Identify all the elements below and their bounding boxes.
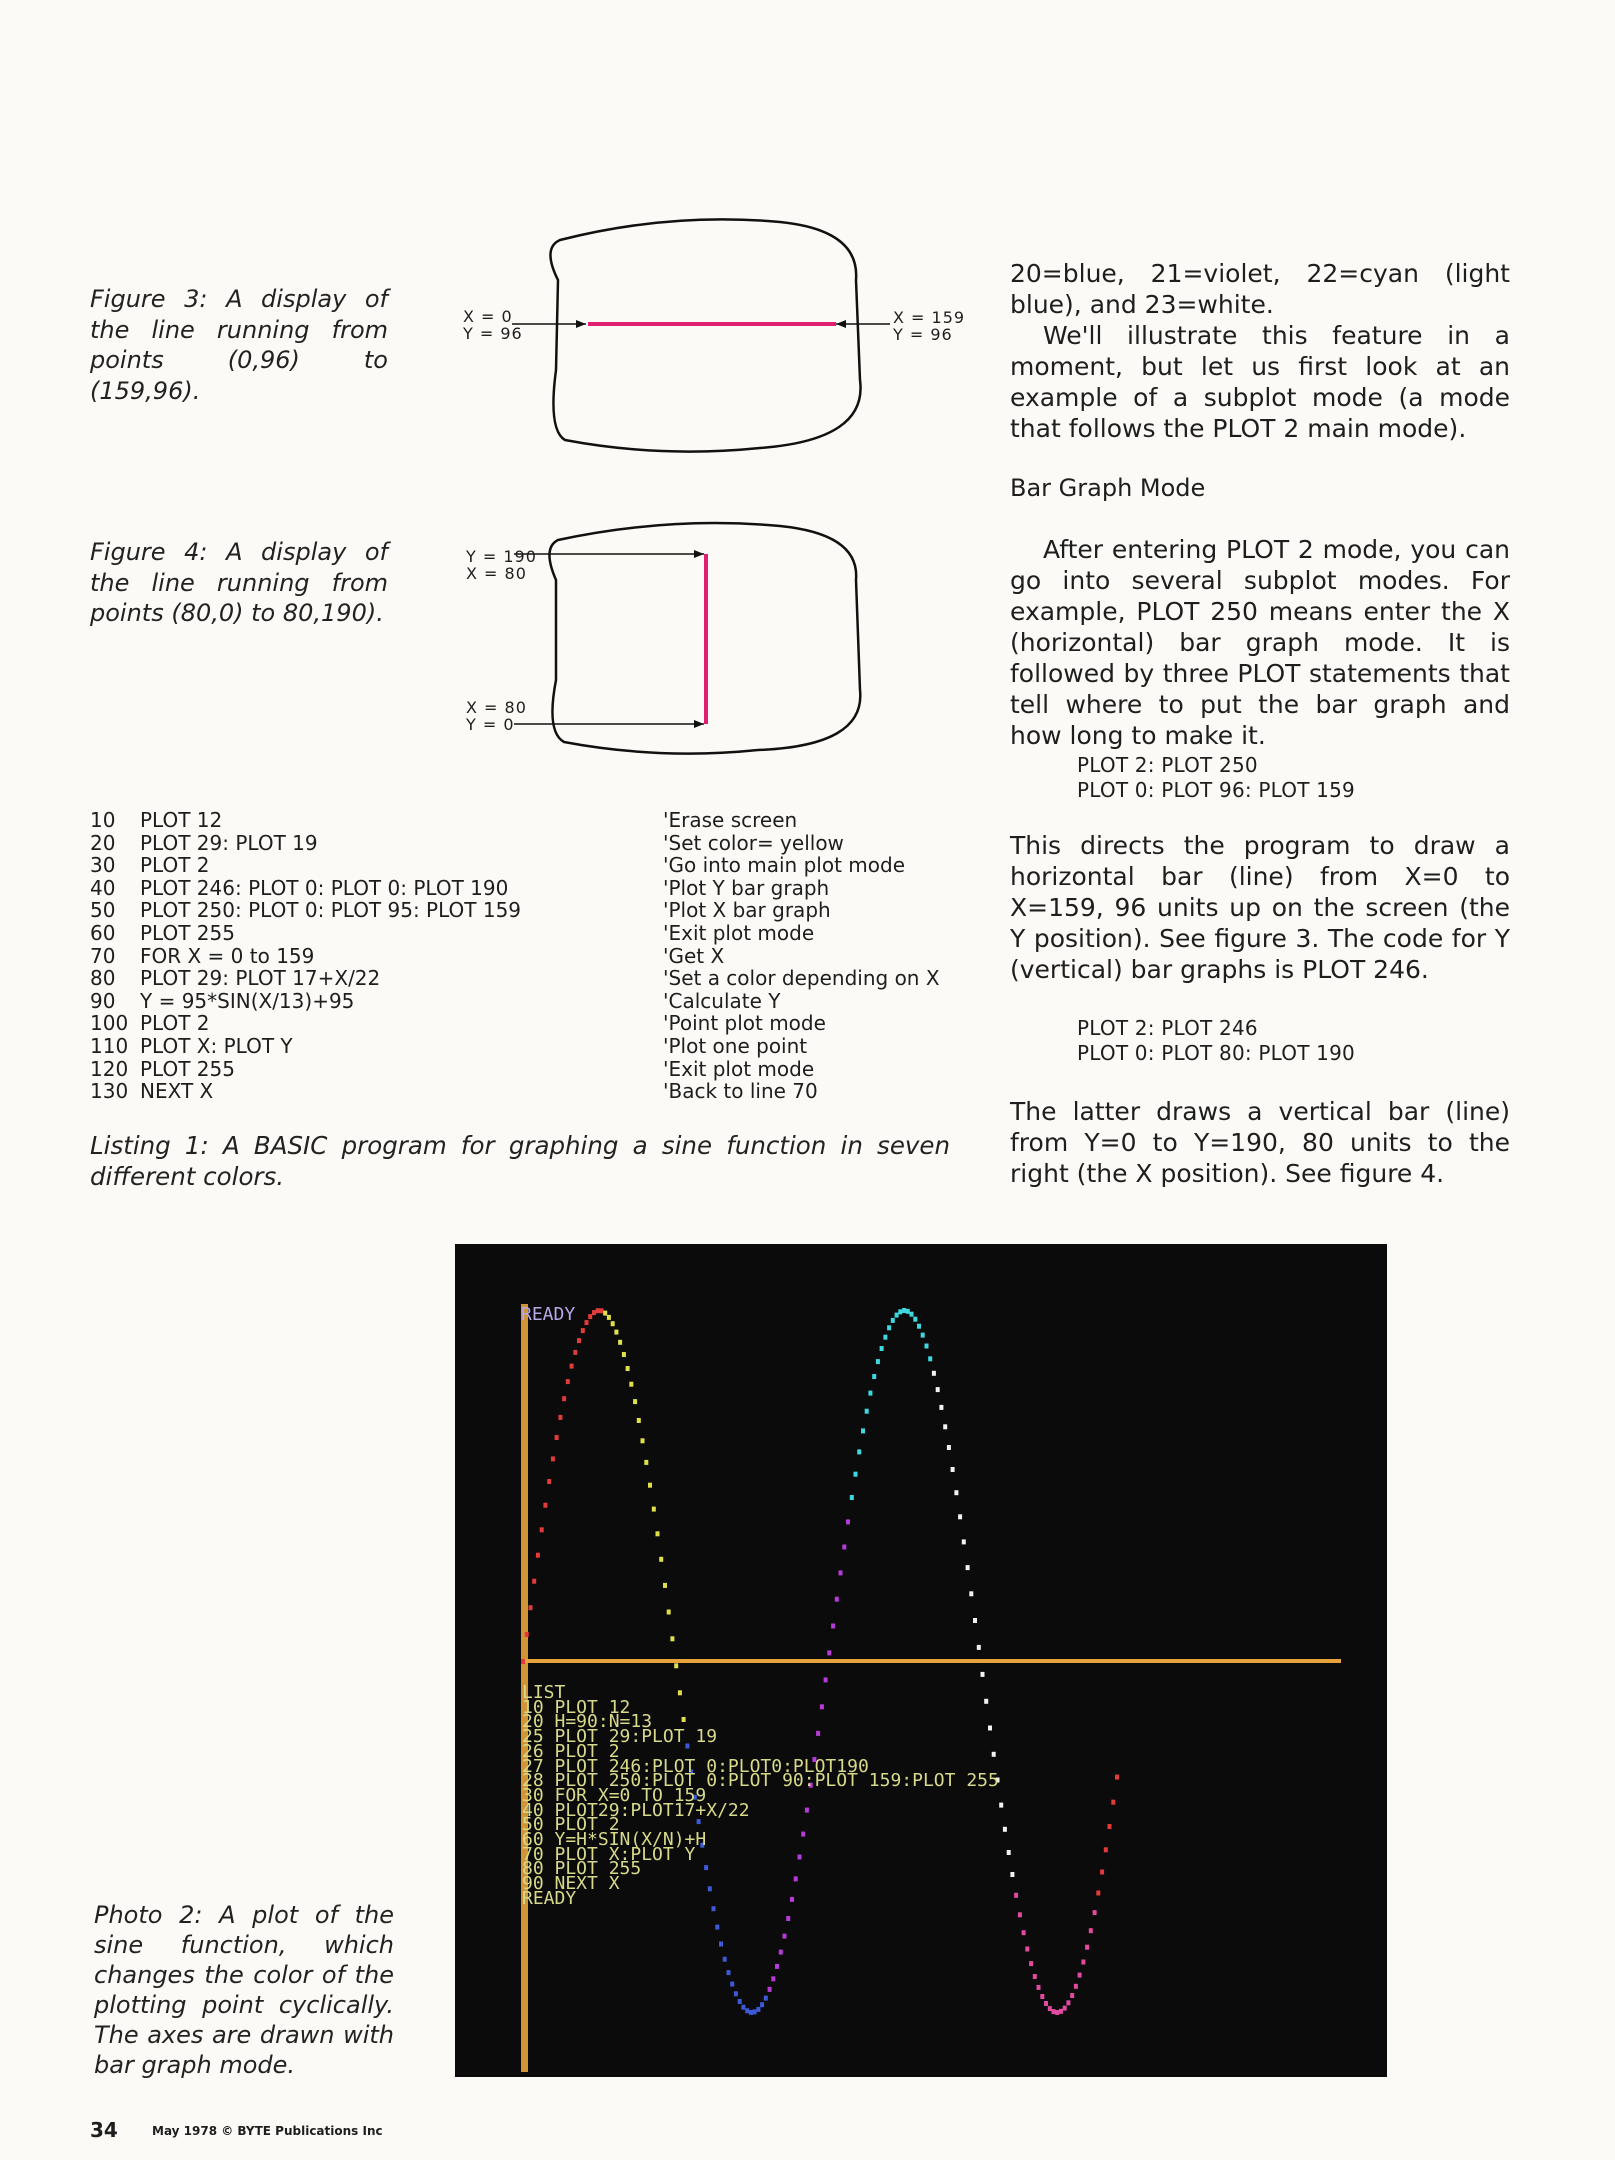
sine-point [786, 1916, 790, 1921]
sine-point [577, 1338, 581, 1343]
sine-point [775, 1964, 779, 1969]
right-column [1010, 258, 1510, 444]
comment: 'Calculate Y [663, 988, 781, 1013]
statement: PLOT 255 [140, 1056, 235, 1081]
comment: 'Go into main plot mode [663, 853, 905, 878]
publication-line: May 1978 © BYTE Publications Inc [152, 2124, 383, 2138]
sine-point [1066, 2000, 1070, 2005]
listing-line [90, 832, 940, 855]
sine-point [727, 1970, 731, 1975]
line-number: 100 [90, 1011, 129, 1036]
figure4-top-label: Y = 190 X = 80 [466, 547, 537, 583]
sine-point [783, 1934, 787, 1939]
sine-point [633, 1399, 637, 1404]
sine-point [730, 1982, 734, 1987]
sine-point [637, 1418, 641, 1423]
statement: PLOT 246: PLOT 0: PLOT 0: PLOT 190 [140, 875, 509, 900]
sine-point [543, 1503, 547, 1508]
sine-point [939, 1405, 943, 1410]
figure3-right-label: X = 159 Y = 96 [893, 308, 966, 344]
line-number: 10 [90, 808, 116, 832]
listing-line [90, 877, 940, 900]
screen-line: 28 PLOT 250:PLOT 0:PLOT 90:PLOT 159:PLOT 255 [522, 1770, 999, 1792]
sine-point [827, 1650, 831, 1655]
figure3-left-label: X = 0 Y = 96 [463, 307, 523, 343]
sine-point [842, 1545, 846, 1550]
sine-point [1115, 1775, 1119, 1780]
comment: 'Exit plot mode [663, 1056, 815, 1081]
listing-line [90, 899, 940, 922]
sine-point [1040, 1994, 1044, 1999]
sine-point [540, 1527, 544, 1532]
sine-point [555, 1435, 559, 1440]
listing-line [90, 922, 940, 945]
sine-point [562, 1396, 566, 1401]
listing-line [90, 854, 940, 877]
comment: 'Set a color depending on X [663, 966, 940, 991]
sine-point [667, 1610, 671, 1615]
figure3-caption: Figure 3: A display of the line running from points (0,96) to (159,96). [90, 285, 388, 405]
sine-point [1100, 1870, 1104, 1875]
comment: 'Set color= yellow [663, 830, 844, 855]
sine-point [768, 1987, 772, 1992]
screen-line: 30 FOR X=0 TO 159 [522, 1784, 707, 1806]
comment: 'Back to line 70 [663, 1079, 818, 1104]
sine-point [670, 1636, 674, 1641]
sine-point [585, 1320, 589, 1325]
listing-line [90, 967, 940, 990]
sine-point [958, 1514, 962, 1519]
listing-caption: Listing 1: A BASIC program for graphing a sine function in seven different colors. [90, 1131, 950, 1191]
sine-point [1059, 2009, 1063, 2014]
sine-point [764, 1996, 768, 2001]
sine-point [771, 1976, 775, 1981]
sine-point [831, 1624, 835, 1629]
sine-point [936, 1387, 940, 1392]
screen-ready-top: READY [521, 1304, 576, 1325]
sine-point [626, 1366, 630, 1371]
screen-line: 70 PLOT X:PLOT Y [522, 1843, 696, 1865]
sine-point [1078, 1973, 1082, 1978]
comment: 'Point plot mode [663, 1011, 826, 1036]
sine-point [532, 1579, 536, 1584]
sine-point [547, 1479, 551, 1484]
line-number: 20 [90, 830, 116, 855]
sine-point [1070, 1993, 1074, 1998]
sine-point [1048, 2006, 1052, 2011]
screen-line: 50 PLOT 2 [522, 1814, 620, 1836]
sine-point [925, 1344, 929, 1349]
sine-point [947, 1445, 951, 1450]
sine-point [719, 1942, 723, 1947]
sine-point [607, 1315, 611, 1320]
sine-point [652, 1507, 656, 1512]
statement: PLOT 29: PLOT 19 [140, 830, 318, 855]
screen-listing [522, 1682, 999, 1909]
listing-line [90, 1080, 940, 1103]
screen-line: 20 H=90:N=13 [522, 1711, 653, 1733]
listing-line [90, 1035, 940, 1058]
sine-point [1093, 1910, 1097, 1915]
screen-line: READY [522, 1887, 577, 1909]
sine-point [910, 1312, 914, 1317]
basic-listing [90, 809, 940, 1103]
sine-point [570, 1364, 574, 1369]
sine-point [1044, 2001, 1048, 2006]
sine-point [969, 1591, 973, 1596]
sine-point [521, 1659, 525, 1664]
line-number: 120 [90, 1056, 129, 1081]
sine-point [902, 1308, 906, 1313]
comment: 'Exit plot mode [663, 920, 815, 945]
sine-point [603, 1311, 607, 1316]
line-number: 30 [90, 853, 116, 878]
sine-point [1063, 2006, 1067, 2011]
sine-point [876, 1359, 880, 1364]
sine-point [880, 1346, 884, 1351]
sine-point [954, 1490, 958, 1495]
sine-point [932, 1371, 936, 1376]
x-axis-bar [521, 1659, 1341, 1663]
sine-point [1037, 1985, 1041, 1990]
paragraph-vertical-bar: The latter draws a vertical bar (line) from Y=0 to Y=190, 80 units to the right (the X position). See figure 4. [1010, 1097, 1510, 1188]
sine-point [883, 1335, 887, 1340]
screen-line: 80 PLOT 255 [522, 1858, 642, 1880]
sine-point [1003, 1827, 1007, 1832]
sine-point [600, 1308, 604, 1313]
sine-point [749, 2010, 753, 2015]
sine-point [1052, 2009, 1056, 2014]
statement: PLOT 2 [140, 853, 210, 878]
sine-point [917, 1324, 921, 1329]
sine-point [738, 1999, 742, 2004]
figure4-bottom-label: X = 80 Y = 0 [466, 698, 527, 734]
sine-point [872, 1374, 876, 1379]
code-block-x-bar: PLOT 2: PLOT 250 PLOT 0: PLOT 96: PLOT 159 [1077, 753, 1355, 802]
listing-line [90, 809, 940, 832]
sine-point [943, 1424, 947, 1429]
sine-point [921, 1333, 925, 1338]
sine-point [973, 1618, 977, 1623]
sine-point [846, 1519, 850, 1524]
sine-point [741, 2005, 745, 2010]
sine-point [760, 2002, 764, 2007]
statement: PLOT 250: PLOT 0: PLOT 95: PLOT 159 [140, 898, 522, 923]
comment: 'Plot Y bar graph [663, 875, 830, 900]
line-number: 40 [90, 875, 116, 900]
sine-point [1025, 1947, 1029, 1952]
sine-point [1022, 1930, 1026, 1935]
sine-point [1111, 1800, 1115, 1805]
sine-point [966, 1565, 970, 1570]
sine-point [529, 1605, 533, 1610]
sine-point [1018, 1912, 1022, 1917]
screen-line: 27 PLOT 246:PLOT 0:PLOT0:PLOT190 [522, 1755, 869, 1777]
line-number: 110 [90, 1033, 129, 1058]
sine-point [659, 1557, 663, 1562]
statement: Y = 95*SIN(X/13)+95 [140, 988, 355, 1013]
sine-point [850, 1495, 854, 1500]
figure4-caption: Figure 4: A display of the line running from points (80,0) to 80,190). [90, 538, 388, 627]
sine-point [588, 1314, 592, 1319]
tv-screen-outline [550, 219, 860, 451]
sine-point [824, 1677, 828, 1682]
sine-point [715, 1925, 719, 1930]
sine-point [962, 1539, 966, 1544]
sine-point [779, 1950, 783, 1955]
statement: NEXT X [140, 1079, 214, 1104]
statement: PLOT 2 [140, 1011, 210, 1036]
sine-point [977, 1645, 981, 1650]
listing-line [90, 990, 940, 1013]
sine-point [622, 1352, 626, 1357]
line-number: 90 [90, 988, 116, 1013]
sine-point [891, 1318, 895, 1323]
sine-point [1014, 1893, 1018, 1898]
sine-point [629, 1382, 633, 1387]
sine-point [723, 1957, 727, 1962]
statement: PLOT 12 [140, 808, 223, 832]
comment: 'Erase screen [663, 808, 798, 832]
listing-line [90, 945, 940, 968]
sine-point [895, 1313, 899, 1318]
screen-line: 10 PLOT 12 [522, 1696, 631, 1718]
paragraph-horizontal-bar: This directs the program to draw a horizontal bar (line) from X=0 to X=159, 96 units up on the screen (the Y position). See figure 3. The code for Y (vertical) bar graphs is PLOT 246. [1010, 831, 1510, 984]
line-number: 130 [90, 1079, 129, 1104]
sine-point [745, 2008, 749, 2013]
sine-point [1081, 1960, 1085, 1965]
sine-point [1029, 1961, 1033, 1966]
paragraph-intro-subplot: We'll illustrate this feature in a moment, but let us first look at an example of a subplot mode (a mode that follows the PLOT 2 main mode). [1010, 321, 1510, 443]
sine-point [551, 1456, 555, 1461]
sine-point [839, 1570, 843, 1575]
sine-point [857, 1449, 861, 1454]
listing-line [90, 1012, 940, 1035]
paragraph-bar-graph: After entering PLOT 2 mode, you can go into several subplot modes. For example, PLOT 250 means enter the X (horizontal) bar graph mode. It is followed by three PLOT statements that tell where to put the bar graph and how long to make it. [1010, 535, 1510, 750]
sine-point [1104, 1847, 1108, 1852]
sine-point [1085, 1945, 1089, 1950]
sine-point [573, 1350, 577, 1355]
sine-point [898, 1309, 902, 1314]
comment: 'Plot one point [663, 1033, 808, 1058]
paragraph-colors: 20=blue, 21=violet, 22=cyan (light blue), and 23=white. [1010, 259, 1510, 319]
crt-photo [455, 1244, 1387, 2077]
line-number: 60 [90, 920, 116, 945]
sine-point [1074, 1984, 1078, 1989]
sine-point [525, 1632, 529, 1637]
comment: 'Get X [663, 943, 725, 968]
screen-line: 90 NEXT X [522, 1873, 620, 1895]
screen-line: 60 Y=H*SIN(X/N)+H [522, 1829, 707, 1851]
line-number: 80 [90, 966, 116, 991]
listing-line [90, 1058, 940, 1081]
sine-point [951, 1467, 955, 1472]
sine-point [536, 1553, 540, 1558]
sine-point [835, 1597, 839, 1602]
screen-line: 26 PLOT 2 [522, 1740, 620, 1762]
sine-point [734, 1991, 738, 1996]
sine-point [928, 1356, 932, 1361]
sine-point [648, 1483, 652, 1488]
sine-point [674, 1663, 678, 1668]
statement: PLOT 255 [140, 920, 235, 945]
sine-point [1007, 1850, 1011, 1855]
section-heading: Bar Graph Mode [1010, 474, 1206, 502]
sine-point [656, 1531, 660, 1536]
screen-line: 25 PLOT 29:PLOT 19 [522, 1726, 718, 1748]
sine-point [566, 1379, 570, 1384]
sine-point [1010, 1872, 1014, 1877]
sine-point [1108, 1824, 1112, 1829]
sine-point [596, 1308, 600, 1313]
sine-point [1089, 1928, 1093, 1933]
line-number: 50 [90, 898, 116, 923]
sine-point [854, 1472, 858, 1477]
sine-point [887, 1325, 891, 1330]
sine-point [1096, 1891, 1100, 1896]
sine-point [592, 1310, 596, 1315]
sine-point [913, 1317, 917, 1322]
sine-point [644, 1460, 648, 1465]
sine-point [611, 1321, 615, 1326]
sine-point [906, 1309, 910, 1314]
sine-point [861, 1428, 865, 1433]
page-number: 34 [90, 2118, 118, 2142]
sine-point [1033, 1974, 1037, 1979]
line-number: 70 [90, 943, 116, 968]
statement: PLOT X: PLOT Y [140, 1033, 293, 1058]
photo-caption: Photo 2: A plot of the sine function, which changes the color of the plotting point cyclically. The axes are drawn with bar graph mode. [94, 1901, 394, 2079]
comment: 'Plot X bar graph [663, 898, 831, 923]
statement: FOR X = 0 to 159 [140, 943, 315, 968]
sine-point [558, 1415, 562, 1420]
screen-line: LIST [522, 1682, 566, 1703]
code-block-y-bar: PLOT 2: PLOT 246 PLOT 0: PLOT 80: PLOT 190 [1077, 1016, 1355, 1065]
sine-point [663, 1583, 667, 1588]
statement: PLOT 29: PLOT 17+X/22 [140, 966, 381, 991]
sine-point [712, 1906, 716, 1911]
sine-point [999, 1803, 1003, 1808]
sine-point [641, 1438, 645, 1443]
sine-point [865, 1409, 869, 1414]
sine-point [756, 2007, 760, 2012]
sine-point [981, 1672, 985, 1677]
sine-point [614, 1330, 618, 1335]
sine-point [618, 1340, 622, 1345]
sine-point [581, 1328, 585, 1333]
sine-point [1055, 2010, 1059, 2015]
screen-line: 40 PLOT29:PLOT17+X/22 [522, 1799, 750, 1821]
sine-point [753, 2009, 757, 2014]
sine-point [868, 1391, 872, 1396]
